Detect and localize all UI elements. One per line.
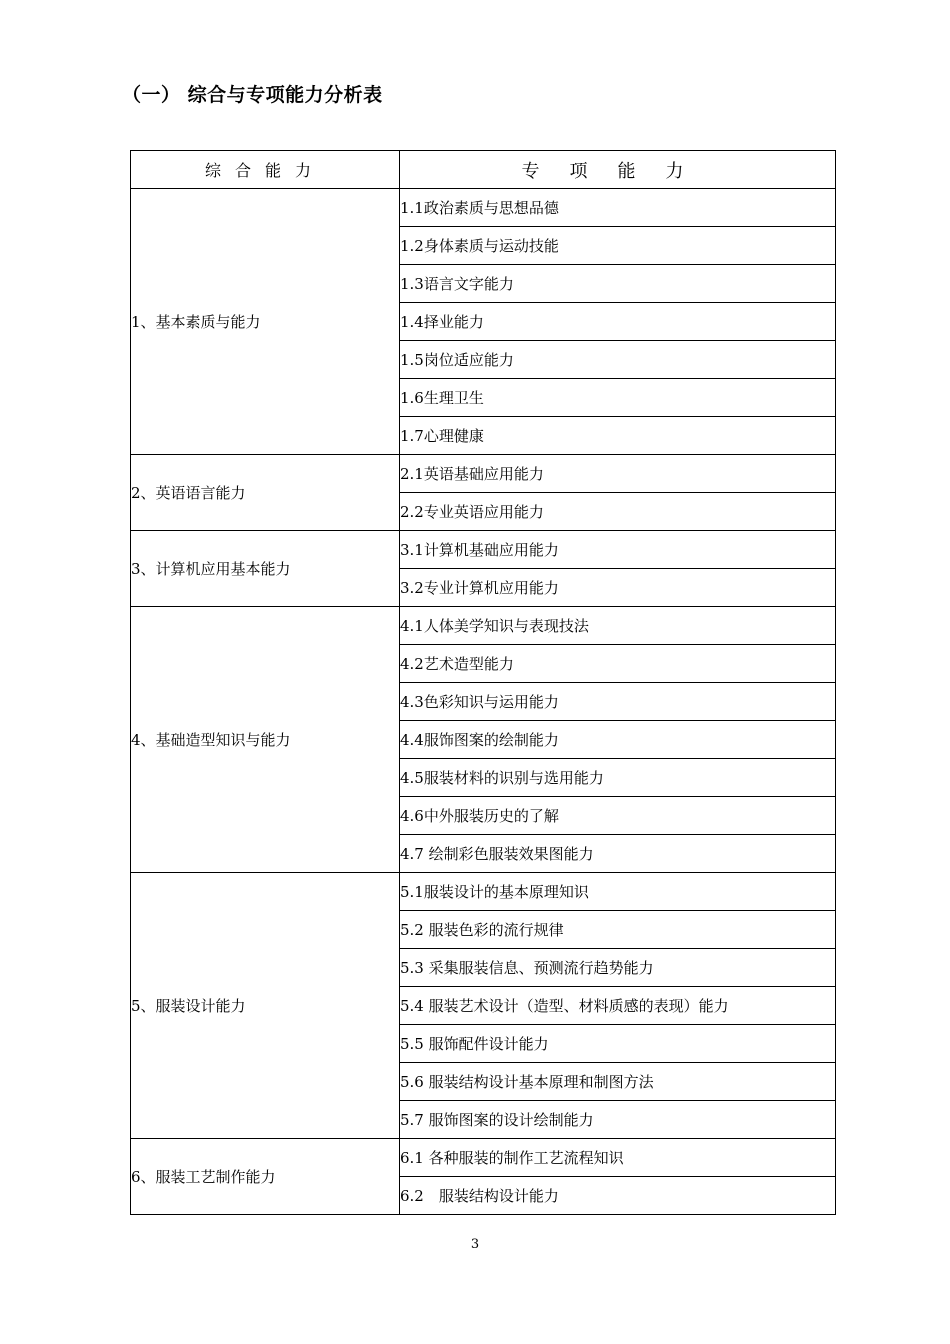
specific-ability-cell: 2.2专业英语应用能力 xyxy=(400,493,836,531)
section-heading: （一） 综合与专项能力分析表 xyxy=(122,84,383,106)
specific-ability-cell: 6.1 各种服装的制作工艺流程知识 xyxy=(400,1139,836,1177)
specific-ability-cell: 3.2专业计算机应用能力 xyxy=(400,569,836,607)
specific-ability-cell: 5.2 服装色彩的流行规律 xyxy=(400,911,836,949)
specific-ability-cell: 3.1计算机基础应用能力 xyxy=(400,531,836,569)
comprehensive-ability-cell: 3、计算机应用基本能力 xyxy=(131,531,400,607)
comprehensive-ability-cell: 6、服装工艺制作能力 xyxy=(131,1139,400,1215)
header-comprehensive-ability: 综合能力 xyxy=(131,151,400,189)
specific-ability-cell: 1.7心理健康 xyxy=(400,417,836,455)
specific-ability-cell: 4.3色彩知识与运用能力 xyxy=(400,683,836,721)
specific-ability-cell: 5.7 服饰图案的设计绘制能力 xyxy=(400,1101,836,1139)
comprehensive-ability-cell: 1、基本素质与能力 xyxy=(131,189,400,455)
table-row xyxy=(131,455,836,493)
table-body xyxy=(131,189,836,1215)
specific-ability-cell: 5.6 服装结构设计基本原理和制图方法 xyxy=(400,1063,836,1101)
specific-ability-cell: 4.5服装材料的识别与选用能力 xyxy=(400,759,836,797)
specific-ability-cell: 4.7 绘制彩色服装效果图能力 xyxy=(400,835,836,873)
ability-analysis-table xyxy=(130,150,836,1215)
specific-ability-cell: 1.4择业能力 xyxy=(400,303,836,341)
specific-ability-cell: 4.4服饰图案的绘制能力 xyxy=(400,721,836,759)
specific-ability-cell: 1.1政治素质与思想品德 xyxy=(400,189,836,227)
table-header-row xyxy=(131,151,836,189)
table-row xyxy=(131,189,836,227)
specific-ability-cell: 1.2身体素质与运动技能 xyxy=(400,227,836,265)
table-row xyxy=(131,873,836,911)
specific-ability-cell: 4.1人体美学知识与表现技法 xyxy=(400,607,836,645)
header-specific-ability: 专项能力 xyxy=(400,151,836,189)
specific-ability-cell: 5.3 采集服装信息、预测流行趋势能力 xyxy=(400,949,836,987)
specific-ability-cell: 6.2 服装结构设计能力 xyxy=(400,1177,836,1215)
specific-ability-cell: 1.5岗位适应能力 xyxy=(400,341,836,379)
table-row xyxy=(131,1139,836,1177)
page-number: 3 xyxy=(470,1237,480,1252)
specific-ability-cell: 5.5 服饰配件设计能力 xyxy=(400,1025,836,1063)
comprehensive-ability-cell: 4、基础造型知识与能力 xyxy=(131,607,400,873)
specific-ability-cell: 5.4 服装艺术设计（造型、材料质感的表现）能力 xyxy=(400,987,836,1025)
specific-ability-cell: 2.1英语基础应用能力 xyxy=(400,455,836,493)
comprehensive-ability-cell: 5、服装设计能力 xyxy=(131,873,400,1139)
specific-ability-cell: 1.3语言文字能力 xyxy=(400,265,836,303)
comprehensive-ability-cell: 2、英语语言能力 xyxy=(131,455,400,531)
table-row xyxy=(131,607,836,645)
specific-ability-cell: 5.1服装设计的基本原理知识 xyxy=(400,873,836,911)
specific-ability-cell: 1.6生理卫生 xyxy=(400,379,836,417)
specific-ability-cell: 4.6中外服装历史的了解 xyxy=(400,797,836,835)
table-row xyxy=(131,531,836,569)
specific-ability-cell: 4.2艺术造型能力 xyxy=(400,645,836,683)
